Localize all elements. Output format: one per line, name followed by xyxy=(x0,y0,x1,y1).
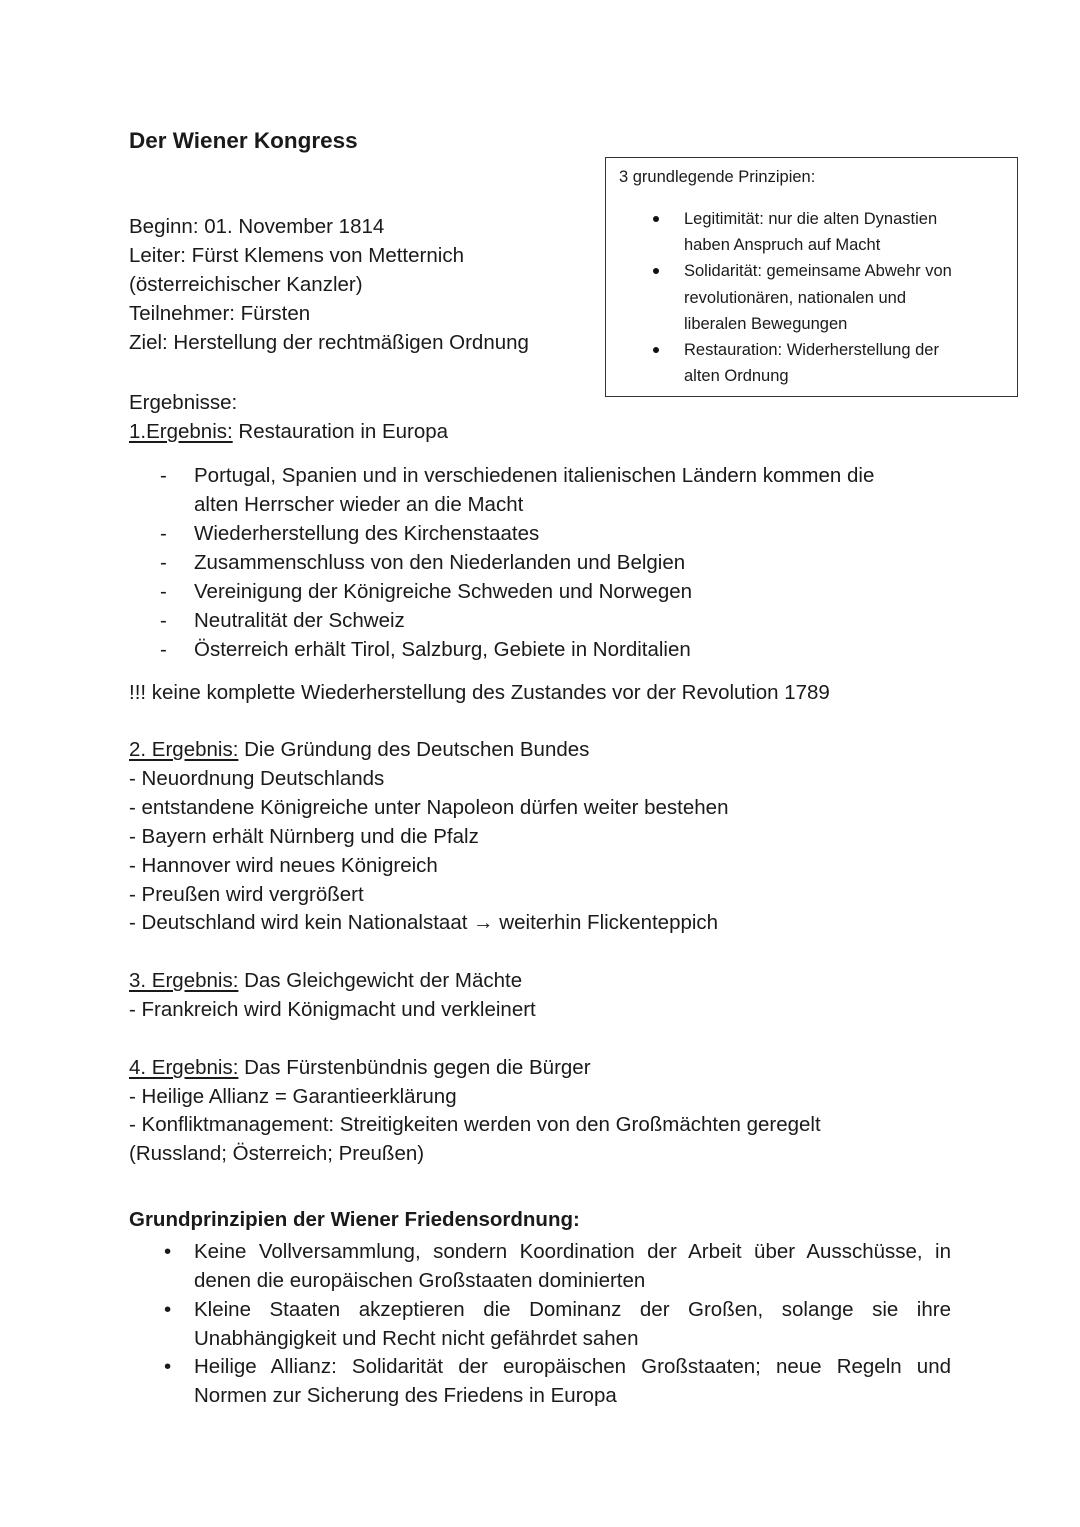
e1-item: alten Herrscher wieder an die Macht xyxy=(194,493,524,516)
dash: - xyxy=(160,551,167,574)
e1-item: Österreich erhält Tirol, Salzburg, Gebiete in Norditalien xyxy=(194,638,691,661)
ergebnis-4-label: 4. Ergebnis: xyxy=(129,1056,239,1079)
e2-item: - Deutschland wird kein Nationalstaat → weiterhin Flickenteppich xyxy=(129,911,719,934)
e3-item: - Frankreich wird Königmacht und verkleinert xyxy=(129,998,536,1021)
e1-item: Wiederherstellung des Kirchenstaates xyxy=(194,522,540,545)
grund-item-text: Heilige Allianz: Solidarität der europäischen Großstaaten; neue Regeln und Normen zur Sicherung des Friedens in Europa xyxy=(194,1355,951,1407)
bullet-icon xyxy=(653,216,659,222)
info-beginn: Beginn: 01. November 1814 xyxy=(129,215,385,238)
grund-item xyxy=(164,1352,951,1410)
principle-item xyxy=(606,206,984,258)
ergebnis-3-label: 3. Ergebnis: xyxy=(129,969,239,992)
ergebnis-4-text: Das Fürstenbündnis gegen die Bürger xyxy=(238,1056,591,1079)
principle-line: haben Anspruch auf Macht xyxy=(684,236,881,255)
e1-item: Vereinigung der Königreiche Schweden und Norwegen xyxy=(194,580,693,603)
dash: - xyxy=(160,580,167,603)
page-title: Der Wiener Kongress xyxy=(129,128,358,153)
e4-item: - Konfliktmanagement: Streitigkeiten werden von den Großmächten geregelt xyxy=(129,1113,821,1136)
ergebnis-1-label: 1.Ergebnis: xyxy=(129,420,233,443)
info-ziel: Ziel: Herstellung der rechtmäßigen Ordnung xyxy=(129,331,529,354)
bullet-icon xyxy=(653,268,659,274)
principle-line: Solidarität: gemeinsame Abwehr von xyxy=(684,262,952,281)
principles-box xyxy=(605,157,1018,397)
ergebnis-1-text: Restauration in Europa xyxy=(232,420,449,443)
e1-item: Zusammenschluss von den Niederlanden und Belgien xyxy=(194,551,686,574)
dash: - xyxy=(160,464,167,487)
e1-note: !!! keine komplette Wiederherstellung des Zustandes vor der Revolution 1789 xyxy=(129,681,830,704)
bullet-icon: • xyxy=(164,1298,172,1321)
ergebnis-3-heading xyxy=(129,966,522,995)
ergebnis-2-heading xyxy=(129,735,589,764)
e2-item: - Neuordnung Deutschlands xyxy=(129,767,385,790)
dash: - xyxy=(160,609,167,632)
principle-line: alten Ordnung xyxy=(684,367,789,386)
grund-item xyxy=(164,1295,951,1353)
principle-line: Legitimität: nur die alten Dynastien xyxy=(684,210,938,228)
e1-item: Portugal, Spanien und in verschiedenen italienischen Ländern kommen die xyxy=(194,464,875,487)
ergebnis-3-text: Das Gleichgewicht der Mächte xyxy=(238,969,523,992)
ergebnis-2-label: 2. Ergebnis: xyxy=(129,738,239,761)
principle-line: Restauration: Widerherstellung der xyxy=(684,341,939,360)
dash: - xyxy=(160,638,167,661)
info-teilnehmer: Teilnehmer: Fürsten xyxy=(129,302,311,325)
grund-item-text: Kleine Staaten akzeptieren die Dominanz der Großen, solange sie ihre Unabhängigkeit und Recht nicht gefährdet sahen xyxy=(194,1298,951,1350)
ergebnis-2-text: Die Gründung des Deutschen Bundes xyxy=(238,738,590,761)
grund-item xyxy=(164,1237,951,1295)
principles-heading: 3 grundlegende Prinzipien: xyxy=(619,168,816,186)
principle-line: liberalen Bewegungen xyxy=(684,314,848,333)
ergebnis-4-heading xyxy=(129,1053,591,1082)
grundprinzipien-heading: Grundprinzipien der Wiener Friedensordnung: xyxy=(129,1208,580,1231)
dash: - xyxy=(160,522,167,545)
principle-item xyxy=(606,337,984,389)
info-leiter-note: (österreichischer Kanzler) xyxy=(129,273,363,296)
grund-item-text: Keine Vollversammlung, sondern Koordination der Arbeit über Ausschüsse, in denen die europäischen Großstaaten dominierten xyxy=(194,1240,951,1292)
e4-item: (Russland; Österreich; Preußen) xyxy=(129,1142,425,1165)
bullet-icon xyxy=(653,347,659,353)
e2-item: - Preußen wird vergrößert xyxy=(129,883,364,906)
ergebnis-1-heading xyxy=(129,417,448,446)
principle-item xyxy=(606,258,984,337)
info-leiter: Leiter: Fürst Klemens von Metternich xyxy=(129,244,464,267)
e1-item: Neutralität der Schweiz xyxy=(194,609,405,632)
e2-item: - Bayern erhält Nürnberg und die Pfalz xyxy=(129,825,479,848)
e2-item: - entstandene Königreiche unter Napoleon dürfen weiter bestehen xyxy=(129,796,729,819)
ergebnisse-label: Ergebnisse: xyxy=(129,391,238,414)
principle-line: revolutionären, nationalen und xyxy=(684,288,907,307)
e4-item: - Heilige Allianz = Garantieerklärung xyxy=(129,1085,457,1108)
bullet-icon: • xyxy=(164,1240,172,1263)
bullet-icon: • xyxy=(164,1355,172,1378)
e2-item: - Hannover wird neues Königreich xyxy=(129,854,438,877)
